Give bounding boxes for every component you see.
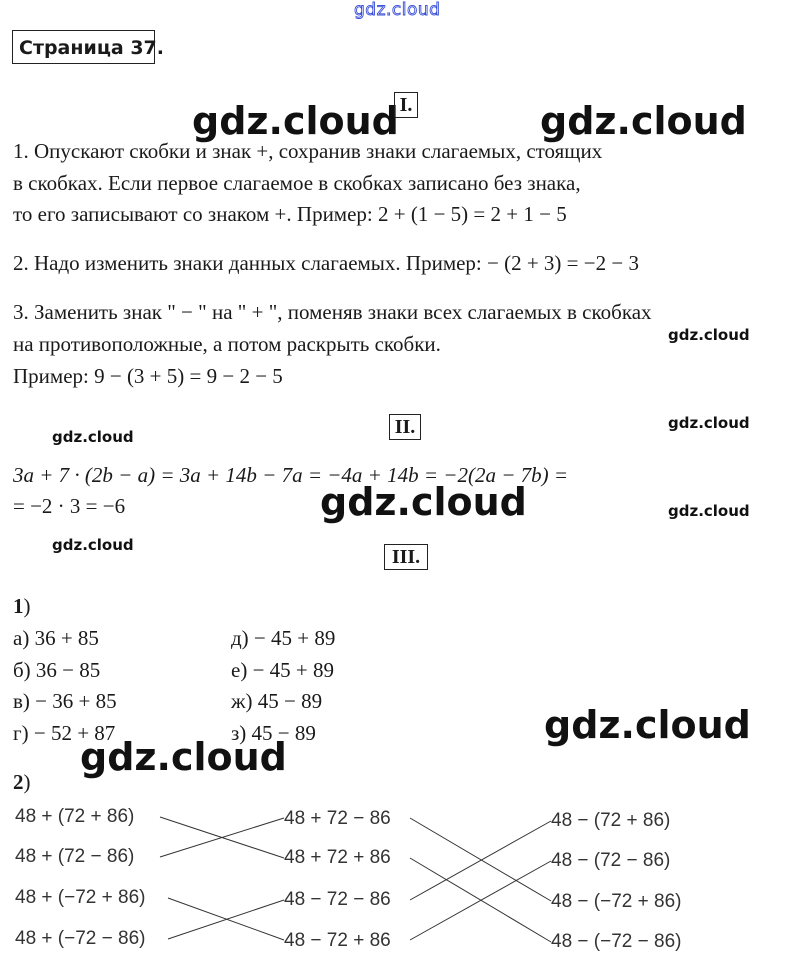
expr-col1-1: 48 + (72 + 86) — [15, 806, 135, 827]
expr-col2-2: 48 + 72 + 86 — [284, 847, 391, 868]
expr-col3-3: 48 − (−72 + 86) — [551, 891, 682, 912]
task-1-item-d: д) − 45 + 89 — [231, 626, 336, 650]
watermark-top: gdz.cloud — [354, 0, 441, 20]
watermark-small: gdz.cloud — [668, 326, 750, 344]
expr-col3-4: 48 − (−72 − 86) — [551, 931, 682, 952]
rule-1-line-3: то его записывают со знаком +. Пример: 2 + (1 − 5) = 2 + 1 − 5 — [13, 202, 567, 226]
watermark: gdz.cloud — [320, 480, 527, 524]
watermark: gdz.cloud — [80, 735, 287, 779]
expr-col2-1: 48 + 72 − 86 — [284, 808, 391, 829]
task-1-item-g: г) − 52 + 87 — [13, 721, 116, 745]
section-heading-3: III. — [384, 544, 428, 570]
expr-col2-3: 48 − 72 − 86 — [284, 889, 391, 910]
task-2-label: 2) — [13, 770, 31, 794]
expr-col1-3: 48 + (−72 + 86) — [15, 887, 146, 908]
watermark: gdz.cloud — [544, 703, 751, 747]
task-1-item-z: з) 45 − 89 — [231, 721, 316, 745]
expr-col3-2: 48 − (72 − 86) — [551, 850, 671, 871]
task-1-item-e: е) − 45 + 89 — [231, 658, 335, 682]
expr-col2-4: 48 − 72 + 86 — [284, 930, 391, 951]
expr-col1-4: 48 + (−72 − 86) — [15, 928, 146, 949]
watermark-small: gdz.cloud — [52, 428, 134, 446]
section-heading-2: II. — [389, 414, 421, 440]
rule-3-line-1: 3. Заменить знак " − " на " + ", поменяв знаки всех слагаемых в скобках — [13, 300, 652, 324]
watermark-small: gdz.cloud — [668, 502, 750, 520]
rule-1-line-1: 1. Опускают скобки и знак +, сохранив знаки слагаемых, стоящих — [13, 139, 603, 163]
task-1-item-b: б) 36 − 85 — [13, 658, 101, 682]
watermark: gdz.cloud — [540, 99, 747, 143]
solution-line-2: = −2 · 3 = −6 — [13, 494, 126, 518]
rule-1-line-2: в скобках. Если первое слагаемое в скобках записано без знака, — [13, 171, 581, 195]
rule-3-line-2: на противоположные, а потом раскрыть скобки. — [13, 332, 441, 356]
rule-2: 2. Надо изменить знаки данных слагаемых. Пример: − (2 + 3) = −2 − 3 — [13, 251, 639, 275]
watermark-small: gdz.cloud — [52, 536, 134, 554]
rule-3-line-3: Пример: 9 − (3 + 5) = 9 − 2 − 5 — [13, 364, 283, 388]
watermark-small: gdz.cloud — [668, 414, 750, 432]
task-1-item-v: в) − 36 + 85 — [13, 689, 117, 713]
expr-col3-1: 48 − (72 + 86) — [551, 810, 671, 831]
solution-line-1: 3a + 7 · (2b − a) = 3a + 14b − 7a = −4a + 14b = −2(2a − 7b) = — [13, 463, 569, 487]
task-1-item-zh: ж) 45 − 89 — [231, 689, 323, 713]
section-heading-1: I. — [394, 92, 418, 118]
match-line — [168, 900, 284, 939]
task-1-item-a: а) 36 + 85 — [13, 626, 99, 650]
task-1-label: 1) — [13, 594, 31, 618]
match-line — [410, 861, 551, 940]
page-title: Страница 37. — [12, 30, 155, 64]
expr-col1-2: 48 + (72 − 86) — [15, 846, 135, 867]
match-line — [160, 818, 284, 857]
watermark: gdz.cloud — [192, 99, 399, 143]
